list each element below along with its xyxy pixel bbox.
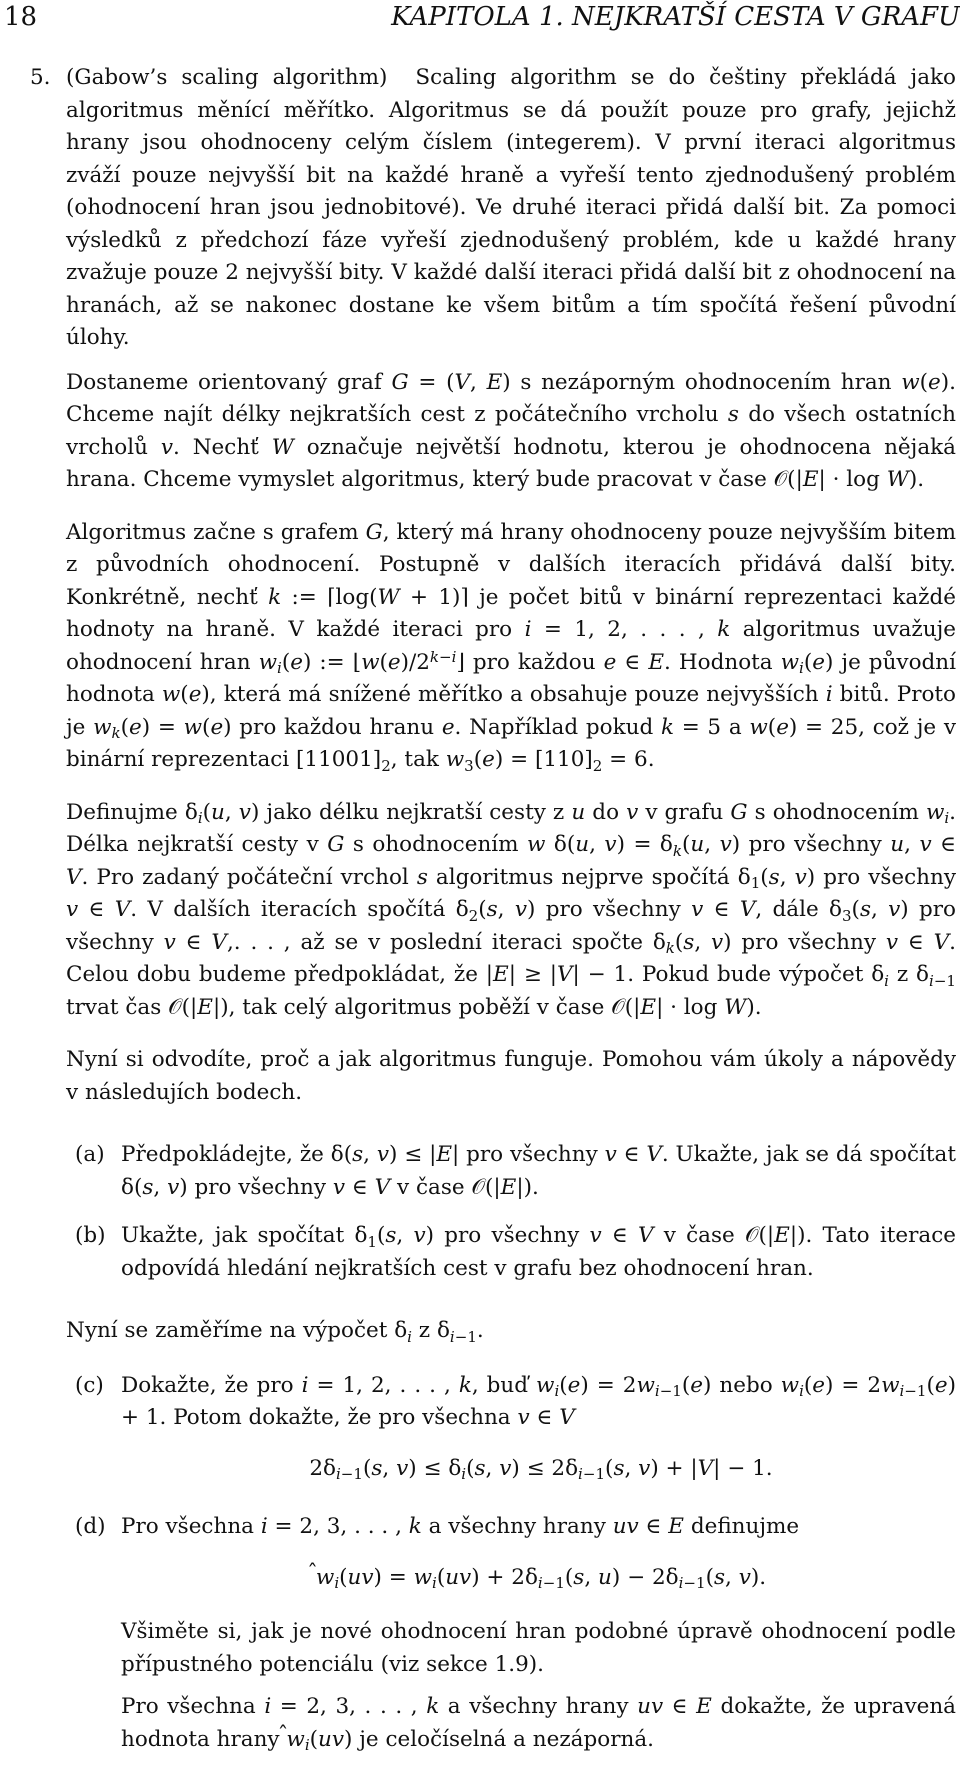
item-label: (c): [75, 1372, 104, 1398]
formula-c: $2\delta_{i-1}(s$, $v) \le \delta_i(s$, $v) \le 2\delta_{i-1}(s$, v) + |V| − 1.: [309, 1455, 773, 1483]
paragraph-next: Nyní se zaměříme na výpočet $\delta_i$ z $\delta_{i-1}$.: [66, 1318, 484, 1346]
item-c: [66, 1370, 956, 1435]
paragraph-graph: Dostaneme orientovaný graf G = (V, E) s nezáporným ohodnocením hran w(e). Chceme najít délky nejkratších cest z počátečního vrcholu s do všech ostatních vrcholů v. Nechť W označuje největší hodnotu, kterou je ohodnocena nějaká hrana. Chceme vymyslet algoritmus, který bude pracovat v čase 𝒪(|E| · log W).: [66, 369, 956, 492]
exercise-title: (Gabow’s scaling algorithm): [66, 65, 388, 90]
item-text: Ukažte, jak spočítat $\delta_1(s$, v) pro všechny v ∈ V v čase 𝒪(|E|). Tato iterace odpovídá hledání nejkratších cest v grafu bez ohodnocení hran.: [121, 1223, 956, 1281]
item-a: [66, 1139, 956, 1204]
paragraph-definition: Definujme $\delta_i(u$, v) jako délku nejkratší cesty z u do v v grafu G s ohodnocením $w_i$. Délka nejkratší cesty v G s ohodnocením w δ(u, $v) = \delta_k(u$, v) pro všechny u, v ∈ V. Pro zadaný počáteční vrchol s algoritmus nejprve spočítá $\delta_1(s$, v) pro všechny v ∈ V. V dalších iteracích spočítá $\delta_2(s$, v) pro všechny v ∈ V, dále $\delta_3(s$, v) pro všechny v ∈ V,. . . , až se v poslední iteraci spočte $\delta_k(s$, v) pro všechny v ∈ V. Celou dobu budeme předpokládat, že |E| ≥ |V| − 1. Pokud bude výpočet $\delta_i$ z $\delta_{i-1}$ trvat čas 𝒪(|E|), tak celý algoritmus poběží v čase 𝒪(|E| · log W).: [66, 799, 957, 1020]
item-text: Pro všechna i = 2, 3, . . . , k a všechny hrany uv ∈ E definujme: [121, 1514, 800, 1539]
paragraph-note-integer: Pro všechna i = 2, 3, . . . , k a všechny hrany uv ∈ E dokažte, že upravená hodnota hrany ̂ $w_i(uv)$ je celočíselná a nezáporná.: [121, 1691, 956, 1756]
exercise-number: 5.: [30, 65, 51, 90]
item-d: [66, 1511, 956, 1544]
item-label: (d): [75, 1514, 106, 1539]
intro-text: Scaling algorithm se do češtiny překládá jako algoritmus měnící měřítko. Algoritmus se dá použít pouze pro grafy, jejichž hrany jsou ohodnoceny celým číslem (integerem). V první iteraci algoritmus zváží pouze nejvyšší bit na každé hraně a vyřeší tento zjednodušený problém (ohodnocení hran jsou jednobitové). Ve druhé iteraci přidá další bit. Za pomoci výsledků z předchozí fáze vyřeší zjednodušený problém, kde u každé hrany zvažuje pouze 2 nejvyšší bity. V každé další iteraci přidá další bit z ohodnocení na hranách, až se nakonec dostane ke všem bitům a tím spočítá řešení původní úlohy.: [66, 65, 956, 350]
item-text: Dokažte, že pro i = 1, 2, . . . , k, buď $w_i(e) = 2w_{i-1}(e)$ nebo $w_i(e) = 2w_{i-1}(e) + 1$. Potom dokažte, že pro všechna v ∈ V: [121, 1372, 956, 1430]
paragraph-algorithm: Algoritmus začne s grafem G, který má hrany ohodnoceny pouze nejvyšším bitem z původních ohodnocení. Postupně v dalších iteracích přidává další bity. Konkrétně, nechť k := ⌈log(W + 1)⌉ je počet bitů v binární reprezentaci každé hodnoty na hraně. V každé iteraci pro i = 1, 2, . . . , k algoritmus uvažuje ohodnocení hran $w_i(e)$ := $⌊w(e)/2^{k-i}⌋$ pro každou e ∈ E. Hodnota $w_i(e)$ je původní hodnota w(e), která má snížené měřítko a obsahuje pouze nejvyšších i bitů. Proto je $w_k(e) = w(e)$ pro každou hranu e. Například pokud k = 5 a w(e) = 25, což je v binární reprezentaci $[11001]_2$, tak $w_3(e) = [110]_2 = 6$.: [66, 519, 956, 775]
exercise-5: [30, 62, 956, 355]
paragraph-hints: Nyní si odvodíte, proč a jak algoritmus funguje. Pomohou vám úkoly a nápovědy v následujích bodech.: [66, 1047, 956, 1105]
page-number: 18: [4, 2, 38, 32]
formula-d: ̂ $w_i(uv) = w_i(uv) + 2\delta_{i-1}(s$, $u) - 2\delta_{i-1}(s$, v).: [126, 1562, 956, 1595]
paragraph-intro: [66, 62, 956, 355]
item-label: (a): [75, 1142, 105, 1167]
paragraph-note-potential: Všiměte si, jak je nové ohodnocení hran podobné úpravě ohodnocení podle přípustného potenciálu (viz sekce 1.9).: [121, 1619, 956, 1677]
page-header: [0, 0, 960, 34]
item-b: [66, 1220, 956, 1285]
running-title: KAPITOLA 1. NEJKRATŠÍ CESTA V GRAFU: [391, 2, 960, 32]
item-label: (b): [75, 1223, 106, 1248]
item-text: Předpokládejte, že δ(s, v) ≤ |E| pro všechny v ∈ V. Ukažte, jak se dá spočítat δ(s, v) pro všechny v ∈ V v čase 𝒪(|E|).: [121, 1142, 957, 1200]
page-body: [30, 62, 957, 1756]
